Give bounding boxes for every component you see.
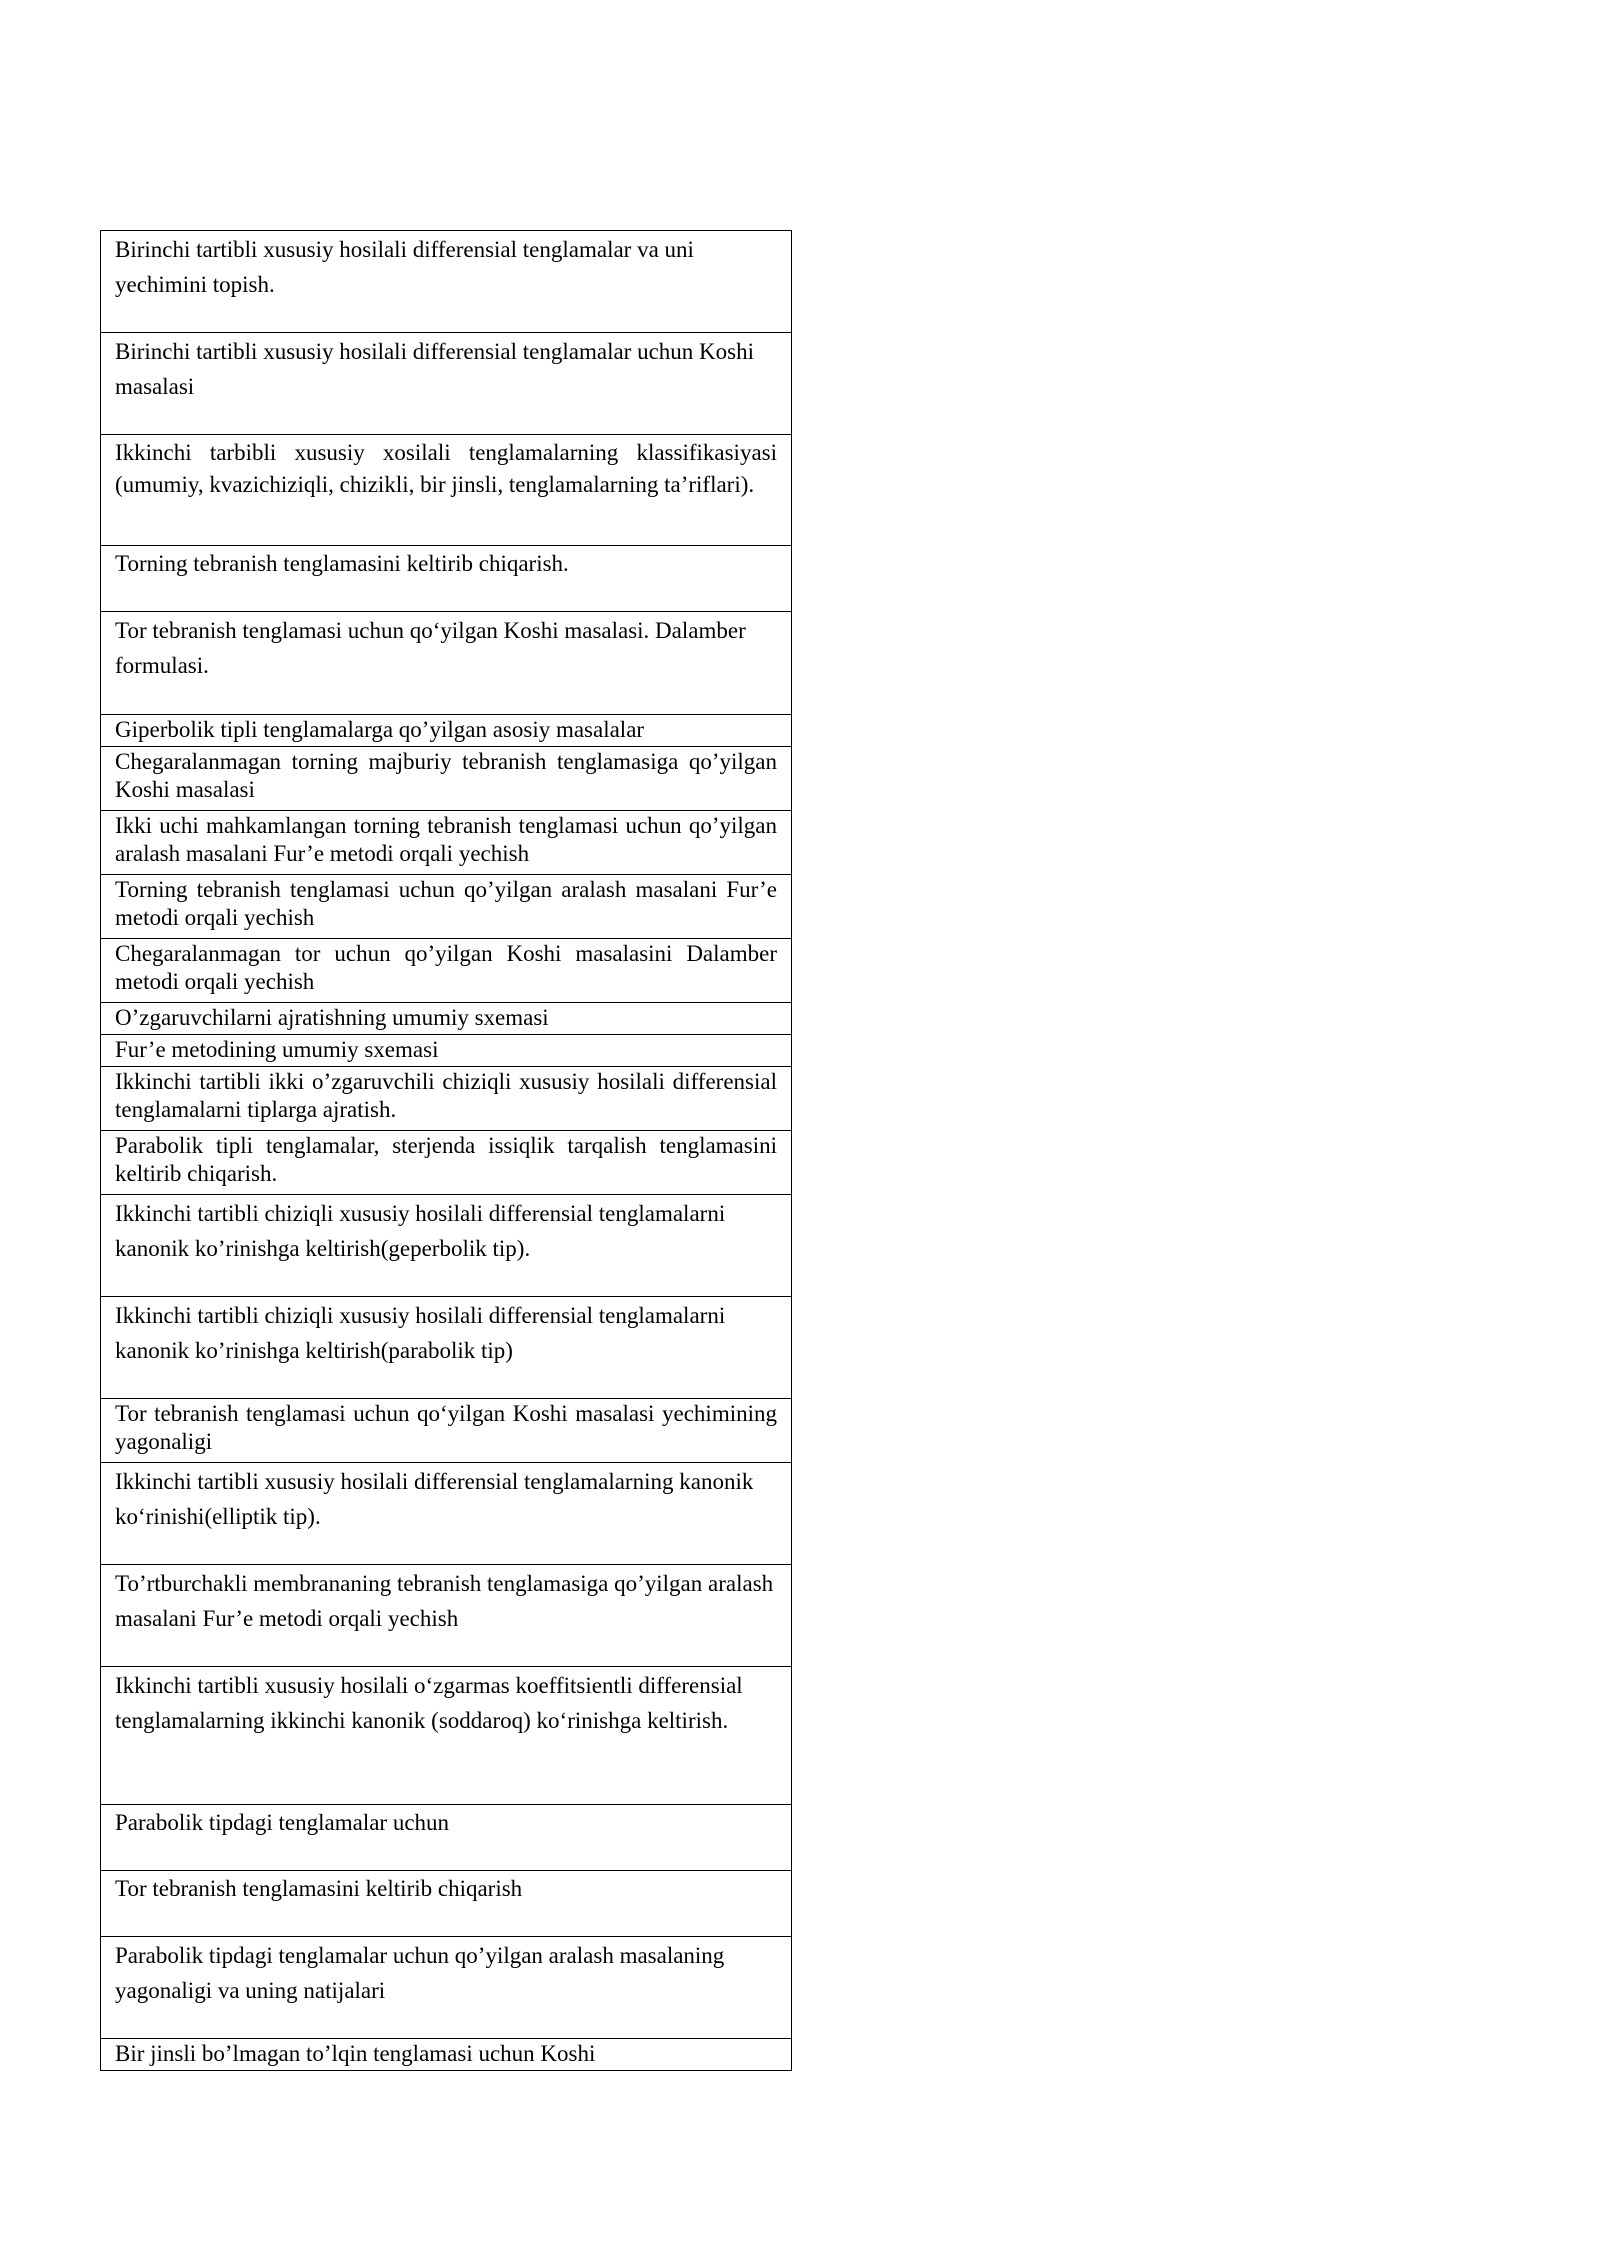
- topic-cell: O’zgaruvchilarni ajratishning umumiy sxemasi: [101, 1003, 792, 1035]
- topic-cell: Ikkinchi tartibli chiziqli xususiy hosilali differensial tenglamalarni kanonik ko’rinishga keltirish(geperbolik tip).: [101, 1195, 792, 1297]
- table-row: [101, 811, 792, 875]
- topic-cell: Bir jinsli bo’lmagan to’lqin tenglamasi uchun Koshi: [101, 2039, 792, 2071]
- topic-cell: Ikkinchi tarbibli xususiy xosilali tenglamalarning klassifikasiyasi (umumiy, kvazichiziqli, chizikli, bir jinsli, tenglamalarning ta’riflari).: [101, 435, 792, 546]
- table-row: [101, 1463, 792, 1565]
- table-row: [101, 747, 792, 811]
- topic-cell: Torning tebranish tenglamasi uchun qo’yilgan aralash masalani Fur’e metodi orqali yechish: [101, 875, 792, 939]
- topic-cell: Birinchi tartibli xususiy hosilali differensial tenglamalar va uni yechimini topish.: [101, 231, 792, 333]
- table-row: [101, 1871, 792, 1937]
- table-row: [101, 231, 792, 333]
- table-row: [101, 1937, 792, 2039]
- table-row: [101, 612, 792, 715]
- topic-cell: Giperbolik tipli tenglamalarga qo’yilgan asosiy masalalar: [101, 715, 792, 747]
- table-row: [101, 939, 792, 1003]
- table-row: [101, 546, 792, 612]
- table-row: [101, 1035, 792, 1067]
- topic-cell: To’rtburchakli membrananing tebranish tenglamasiga qo’yilgan aralash masalani Fur’e metodi orqali yechish: [101, 1565, 792, 1667]
- topic-cell: Parabolik tipdagi tenglamalar uchun qo’yilgan aralash masalaning yagonaligi va uning natijalari: [101, 1937, 792, 2039]
- topic-cell: Fur’e metodining umumiy sxemasi: [101, 1035, 792, 1067]
- topic-cell: Birinchi tartibli xususiy hosilali differensial tenglamalar uchun Koshi masalasi: [101, 333, 792, 435]
- table-row: [101, 1003, 792, 1035]
- table-row: [101, 2039, 792, 2071]
- table-row: [101, 1195, 792, 1297]
- table-row: [101, 1399, 792, 1463]
- topic-cell: Ikkinchi tartibli xususiy hosilali o‘zgarmas koeffitsientli differensial tenglamalarning ikkinchi kanonik (soddaroq) ko‘rinishga keltirish.: [101, 1667, 792, 1805]
- topic-cell: Ikki uchi mahkamlangan torning tebranish tenglamasi uchun qo’yilgan aralash masalani Fur’e metodi orqali yechish: [101, 811, 792, 875]
- table-row: [101, 1067, 792, 1131]
- table-row: [101, 333, 792, 435]
- table-row: [101, 1297, 792, 1399]
- topic-cell: Parabolik tipdagi tenglamalar uchun: [101, 1805, 792, 1871]
- topics-table: [100, 230, 792, 2071]
- topic-cell: Parabolik tipli tenglamalar, sterjenda issiqlik tarqalish tenglamasini keltirib chiqarish.: [101, 1131, 792, 1195]
- topic-cell: Tor tebranish tenglamasini keltirib chiqarish: [101, 1871, 792, 1937]
- table-row: [101, 435, 792, 546]
- table-row: [101, 1805, 792, 1871]
- table-row: [101, 1667, 792, 1805]
- table-row: [101, 1131, 792, 1195]
- table-row: [101, 1565, 792, 1667]
- topic-cell: Chegaralanmagan torning majburiy tebranish tenglamasiga qo’yilgan Koshi masalasi: [101, 747, 792, 811]
- table-row: [101, 875, 792, 939]
- table-row: [101, 715, 792, 747]
- topic-cell: Ikkinchi tartibli xususiy hosilali differensial tenglamalarning kanonik ko‘rinishi(elliptik tip).: [101, 1463, 792, 1565]
- topic-cell: Ikkinchi tartibli ikki o’zgaruvchili chiziqli xususiy hosilali differensial tenglamalarni tiplarga ajratish.: [101, 1067, 792, 1131]
- topic-cell: Tor tebranish tenglamasi uchun qo‘yilgan Koshi masalasi yechimining yagonaligi: [101, 1399, 792, 1463]
- topic-cell: Chegaralanmagan tor uchun qo’yilgan Koshi masalasini Dalamber metodi orqali yechish: [101, 939, 792, 1003]
- topic-cell: Torning tebranish tenglamasini keltirib chiqarish.: [101, 546, 792, 612]
- topic-cell: Tor tebranish tenglamasi uchun qo‘yilgan Koshi masalasi. Dalamber formulasi.: [101, 612, 792, 715]
- topic-cell: Ikkinchi tartibli chiziqli xususiy hosilali differensial tenglamalarni kanonik ko’rinishga keltirish(parabolik tip): [101, 1297, 792, 1399]
